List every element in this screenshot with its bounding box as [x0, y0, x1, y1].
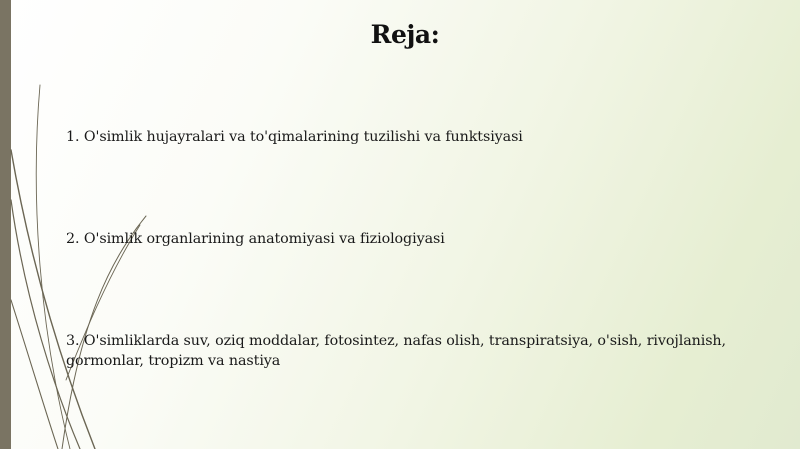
plan-item-3: 3. O'simliklarda suv, oziq moddalar, fotosintez, nafas olish, transpiratsiya, o'sish, rivojlanish, gormonlar, tropizm va nastiya [66, 333, 726, 369]
slide-title: Reja: [370, 20, 440, 49]
plan-item-1: 1. O'simlik hujayralari va to'qimalarining tuzilishi va funktsiyasi [66, 129, 523, 145]
plan-item-2: 2. O'simlik organlarining anatomiyasi va fiziologiyasi [66, 231, 445, 247]
left-accent-bar [0, 0, 11, 449]
